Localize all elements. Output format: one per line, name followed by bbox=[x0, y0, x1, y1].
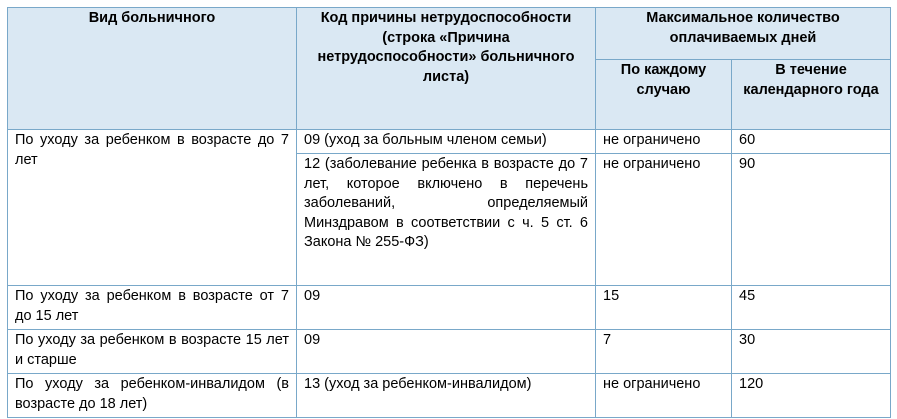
sick-leave-table bbox=[7, 7, 891, 418]
row-per-year: 120 bbox=[732, 374, 891, 418]
row-per-case: 15 bbox=[596, 286, 732, 330]
row-code: 12 (заболевание ребенка в возрасте до 7 лет, которое включено в перечень заболеваний, определяемый Минздравом в соответствии с ч. 5 ст. 6 Закона № 255-ФЗ) bbox=[297, 154, 596, 286]
table-row bbox=[8, 374, 891, 418]
header-code: Код причины нетрудоспособности (строка «Причина нетрудоспособности» больничного листа) bbox=[297, 8, 596, 130]
row-per-case: 7 bbox=[596, 330, 732, 374]
row-per-case: не ограничено bbox=[596, 374, 732, 418]
header-row bbox=[8, 8, 891, 60]
row-code: 09 bbox=[297, 330, 596, 374]
table-row bbox=[8, 286, 891, 330]
header-per-year: В течение календарного года bbox=[732, 60, 891, 130]
row-per-case: не ограничено bbox=[596, 154, 732, 286]
header-per-case: По каждому случаю bbox=[596, 60, 732, 130]
header-type: Вид больничного bbox=[8, 8, 297, 130]
row-per-year: 30 bbox=[732, 330, 891, 374]
row-per-year: 90 bbox=[732, 154, 891, 286]
row-type: По уходу за ребенком в возрасте до 7 лет bbox=[8, 130, 297, 286]
row-type: По уходу за ребенком-инвалидом (в возрасте до 18 лет) bbox=[8, 374, 297, 418]
row-per-case: не ограничено bbox=[596, 130, 732, 154]
header-max-days: Максимальное количество оплачиваемых дней bbox=[596, 8, 891, 60]
row-type: По уходу за ребенком в возрасте от 7 до 15 лет bbox=[8, 286, 297, 330]
row-code: 09 (уход за больным членом семьи) bbox=[297, 130, 596, 154]
row-code: 09 bbox=[297, 286, 596, 330]
row-code: 13 (уход за ребенком-инвалидом) bbox=[297, 374, 596, 418]
row-type: По уходу за ребенком в возрасте 15 лет и старше bbox=[8, 330, 297, 374]
table-row bbox=[8, 130, 891, 154]
table-row bbox=[8, 330, 891, 374]
row-per-year: 60 bbox=[732, 130, 891, 154]
row-per-year: 45 bbox=[732, 286, 891, 330]
